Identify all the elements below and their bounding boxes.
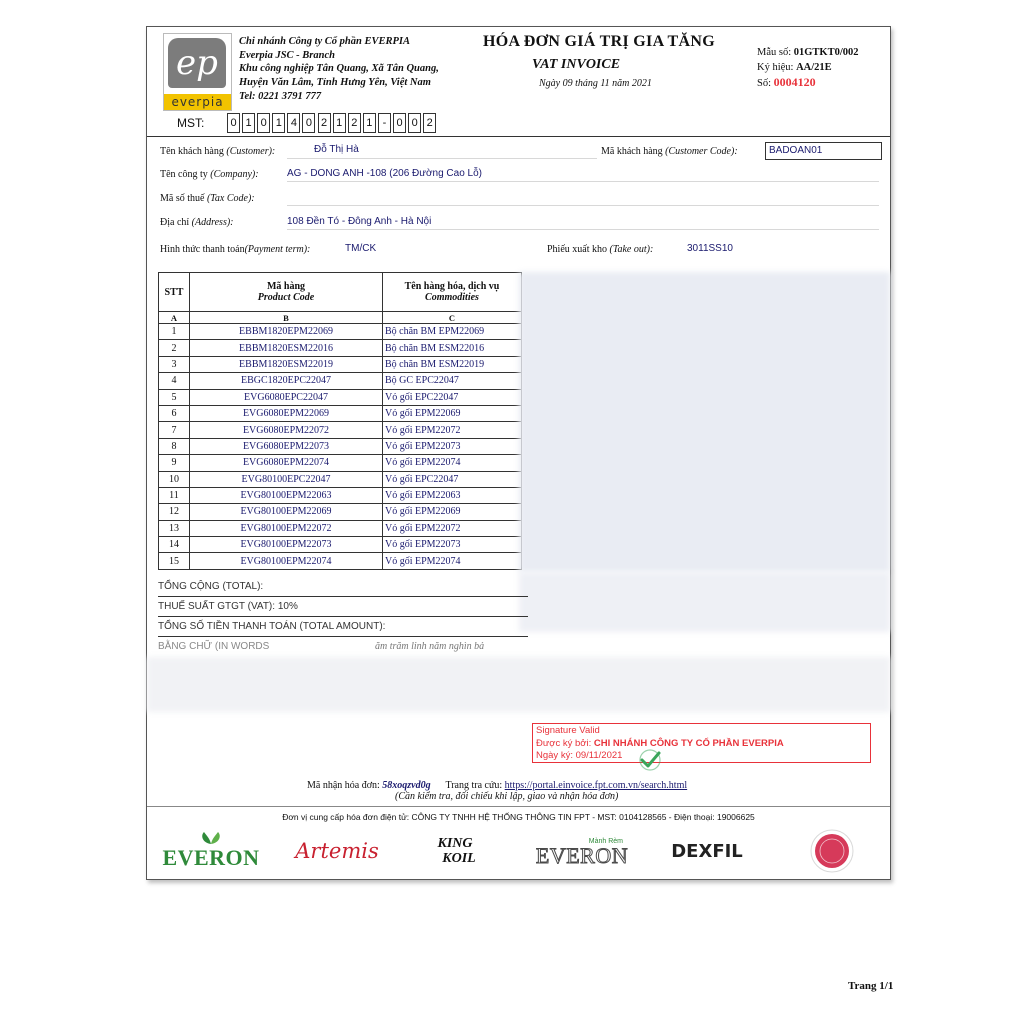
column-letter: A <box>159 312 190 324</box>
row-stt: 11 <box>159 487 190 503</box>
form-value: 01GTKT0/002 <box>793 47 859 58</box>
mst-digit: 2 <box>348 113 361 133</box>
signed-date: Ngày ký: 09/11/2021 <box>536 750 623 761</box>
take-out-value: 3011SS10 <box>687 243 733 254</box>
lookup-url-link[interactable]: https://portal.einvoice.fpt.com.vn/search.html <box>504 780 688 791</box>
table-row <box>159 340 522 356</box>
row-commodity: Bộ chăn BM ESM22019 <box>383 356 522 372</box>
items-table <box>158 272 522 570</box>
dotted-line <box>287 229 879 230</box>
comfort-badge-logo <box>797 827 867 875</box>
lookup-note: (Cần kiểm tra, đối chiếu khi lập, giao và nhận hóa đơn) <box>395 791 619 802</box>
invoice-title: HÓA ĐƠN GIÁ TRỊ GIA TĂNG <box>483 33 715 50</box>
row-commodity: Vỏ gối EPM22069 <box>383 405 522 421</box>
leaf-icon <box>197 831 225 845</box>
brand-logos <box>147 827 890 875</box>
mst-label: MST: <box>177 116 205 130</box>
provider-info: Đơn vị cung cấp hóa đơn điện tử: CÔNG TY TNHH HỆ THỐNG THÔNG TIN FPT - MST: 0104128565 - Điện thoại: 19006625 <box>282 812 755 822</box>
column-letter: C <box>383 312 522 324</box>
table-row <box>159 422 522 438</box>
row-product-code: EVG80100EPM22063 <box>190 487 383 503</box>
seller-address-1: Khu công nghiệp Tân Quang, Xã Tân Quang, <box>239 63 439 74</box>
mst-digit: 0 <box>302 113 315 133</box>
seller-name-en: Everpia JSC - Branch <box>239 49 335 61</box>
company-label: Tên công ty (Company): <box>160 169 259 180</box>
row-product-code: EVG6080EPM22074 <box>190 455 383 471</box>
row-product-code: EBBM1820ESM22016 <box>190 340 383 356</box>
row-commodity: Vỏ gối EPM22074 <box>383 455 522 471</box>
total-label: TỔNG CỘNG (TOTAL): <box>158 581 264 592</box>
mst-digit: 0 <box>257 113 270 133</box>
everpia-logo <box>163 33 232 111</box>
row-commodity: Vỏ gối EPM22072 <box>383 520 522 536</box>
take-out-label: Phiếu xuất kho (Take out): <box>547 244 654 255</box>
row-stt: 6 <box>159 405 190 421</box>
table-row <box>159 389 522 405</box>
dexfil-logo: DEXFIL <box>671 840 743 862</box>
header-commodities: Tên hàng hóa, dịch vụ Commodities <box>383 273 522 312</box>
seller-info <box>239 35 439 104</box>
row-commodity: Bộ chăn BM EPM22069 <box>383 324 522 340</box>
row-product-code: EVG6080EPM22072 <box>190 422 383 438</box>
row-product-code: EVG80100EPM22074 <box>190 553 383 569</box>
row-stt: 2 <box>159 340 190 356</box>
payment-term-value: TM/CK <box>345 243 377 254</box>
seller-name: Chi nhánh Công ty Cổ phần EVERPIA <box>239 36 410 47</box>
row-stt: 12 <box>159 504 190 520</box>
row-product-code: EVG80100EPM22072 <box>190 520 383 536</box>
mst-digit: 2 <box>318 113 331 133</box>
table-row <box>159 471 522 487</box>
everpia-logo-word: everpia <box>164 94 231 110</box>
mst-digit: 1 <box>242 113 255 133</box>
row-commodity: Vỏ gối EPM22074 <box>383 553 522 569</box>
divider <box>158 636 528 637</box>
row-stt: 1 <box>159 324 190 340</box>
lookup-url-label: Trang tra cứu: <box>445 780 503 791</box>
blurred-totals <box>519 572 890 632</box>
divider <box>158 616 528 617</box>
symbol-label: Ký hiệu: <box>757 62 794 73</box>
address-label: Địa chỉ (Address): <box>160 217 234 228</box>
vat-label: THUẾ SUẤT GTGT (VAT): 10% <box>158 601 298 612</box>
total-amount-label: TỔNG SỐ TIỀN THANH TOÁN (TOTAL AMOUNT): <box>158 621 386 632</box>
table-row <box>159 487 522 503</box>
in-words-value: ăm trăm linh năm nghìn bả <box>375 641 485 652</box>
invoice-subtitle: VAT INVOICE <box>532 57 621 72</box>
row-stt: 10 <box>159 471 190 487</box>
signed-by: Được ký bởi: CHI NHÁNH CÔNG TY CỔ PHẦN EVERPIA <box>536 737 784 749</box>
dotted-line <box>287 181 879 182</box>
everon-manh-rem-logo: Mành Rèm EVERON <box>535 837 629 868</box>
everon-logo: EVERON <box>161 827 261 875</box>
row-product-code: EVG6080EPC22047 <box>190 389 383 405</box>
row-commodity: Bộ chăn BM ESM22016 <box>383 340 522 356</box>
invoice-number: 0004120 <box>773 75 816 89</box>
mst-digit: 1 <box>272 113 285 133</box>
signature-valid-box <box>532 723 871 763</box>
row-commodity: Bộ GC EPC22047 <box>383 373 522 389</box>
table-row <box>159 438 522 454</box>
table-header-row <box>159 273 522 312</box>
customer-code-label: Mã khách hàng (Customer Code): <box>601 146 738 157</box>
artemis-logo: Artemis <box>295 839 379 863</box>
column-letter: B <box>190 312 383 324</box>
row-stt: 13 <box>159 520 190 536</box>
mst-digit: 4 <box>287 113 300 133</box>
number-label: Số: <box>757 78 772 89</box>
mst-digit-boxes <box>227 113 438 133</box>
row-stt: 4 <box>159 373 190 389</box>
everpia-logo-mark: ep <box>168 38 226 88</box>
dotted-line <box>287 205 879 206</box>
page-number: Trang 1/1 <box>848 980 894 992</box>
invoice-document <box>146 26 891 880</box>
mst-digit: 1 <box>333 113 346 133</box>
header-stt: STT <box>159 273 190 312</box>
table-row <box>159 405 522 421</box>
row-product-code: EVG6080EPM22069 <box>190 405 383 421</box>
row-stt: 8 <box>159 438 190 454</box>
company-value: AG - DONG ANH -108 (206 Đường Cao Lỗ) <box>287 168 482 179</box>
comfort-badge-icon <box>810 829 854 873</box>
invoice-meta <box>757 45 859 91</box>
row-commodity: Vỏ gối EPM22063 <box>383 487 522 503</box>
row-product-code: EVG80100EPM22069 <box>190 504 383 520</box>
payment-term-label: Hình thức thanh toán(Payment term): <box>160 244 311 255</box>
table-row <box>159 324 522 340</box>
signature-status: Signature Valid <box>536 725 600 736</box>
row-stt: 5 <box>159 389 190 405</box>
table-row <box>159 537 522 553</box>
row-commodity: Vỏ gối EPC22047 <box>383 471 522 487</box>
row-commodity: Vỏ gối EPM22072 <box>383 422 522 438</box>
row-stt: 3 <box>159 356 190 372</box>
checkmark-icon <box>637 748 663 772</box>
row-product-code: EVG80100EPM22073 <box>190 537 383 553</box>
footer-divider <box>147 806 890 807</box>
row-product-code: EBBM1820ESM22019 <box>190 356 383 372</box>
dotted-line <box>287 158 597 159</box>
table-row <box>159 455 522 471</box>
mst-digit: 0 <box>408 113 421 133</box>
seller-address-2: Huyện Văn Lâm, Tỉnh Hưng Yên, Việt Nam <box>239 76 431 88</box>
table-row <box>159 520 522 536</box>
row-stt: 14 <box>159 537 190 553</box>
mst-digit: - <box>378 113 391 133</box>
divider <box>158 596 528 597</box>
header-product-code: Mã hàng Product Code <box>190 273 383 312</box>
mst-digit: 0 <box>393 113 406 133</box>
row-stt: 9 <box>159 455 190 471</box>
row-stt: 15 <box>159 553 190 569</box>
table-row <box>159 356 522 372</box>
row-stt: 7 <box>159 422 190 438</box>
row-product-code: EVG6080EPM22073 <box>190 438 383 454</box>
in-words-label: BẰNG CHỮ (IN WORDS <box>158 641 270 652</box>
customer-name-value: Đỗ Thị Hà <box>314 144 359 155</box>
king-koil-logo: KING KOIL <box>437 836 476 866</box>
table-row <box>159 504 522 520</box>
table-row <box>159 553 522 569</box>
column-letter-row <box>159 312 522 324</box>
header-divider <box>147 136 890 137</box>
symbol-value: AA/21E <box>796 62 832 73</box>
mst-digit: 0 <box>227 113 240 133</box>
form-label: Mẫu số: <box>757 47 792 58</box>
address-value: 108 Đền Tó - Đông Anh - Hà Nội <box>287 216 432 227</box>
row-product-code: EBBM1820EPM22069 <box>190 324 383 340</box>
invoice-date: Ngày 09 tháng 11 năm 2021 <box>539 78 652 89</box>
tax-code-label: Mã số thuế (Tax Code): <box>160 193 255 204</box>
mst-digit: 1 <box>363 113 376 133</box>
row-commodity: Vỏ gối EPM22069 <box>383 504 522 520</box>
customer-name-label: Tên khách hàng (Customer): <box>160 146 276 157</box>
row-commodity: Vỏ gối EPM22073 <box>383 438 522 454</box>
row-commodity: Vỏ gối EPC22047 <box>383 389 522 405</box>
seller-tel: Tel: 0221 3791 777 <box>239 91 322 102</box>
lookup-info <box>307 780 687 791</box>
row-commodity: Vỏ gối EPM22073 <box>383 537 522 553</box>
lookup-code-label: Mã nhận hóa đơn: <box>307 780 380 791</box>
mst-digit: 2 <box>423 113 436 133</box>
blurred-signatures <box>147 657 890 712</box>
row-product-code: EVG80100EPC22047 <box>190 471 383 487</box>
blurred-price-columns <box>519 272 890 572</box>
customer-code-value: BADOAN01 <box>765 142 882 160</box>
lookup-code: 58xoqzvd0g <box>382 780 431 791</box>
row-product-code: EBGC1820EPC22047 <box>190 373 383 389</box>
table-row <box>159 373 522 389</box>
